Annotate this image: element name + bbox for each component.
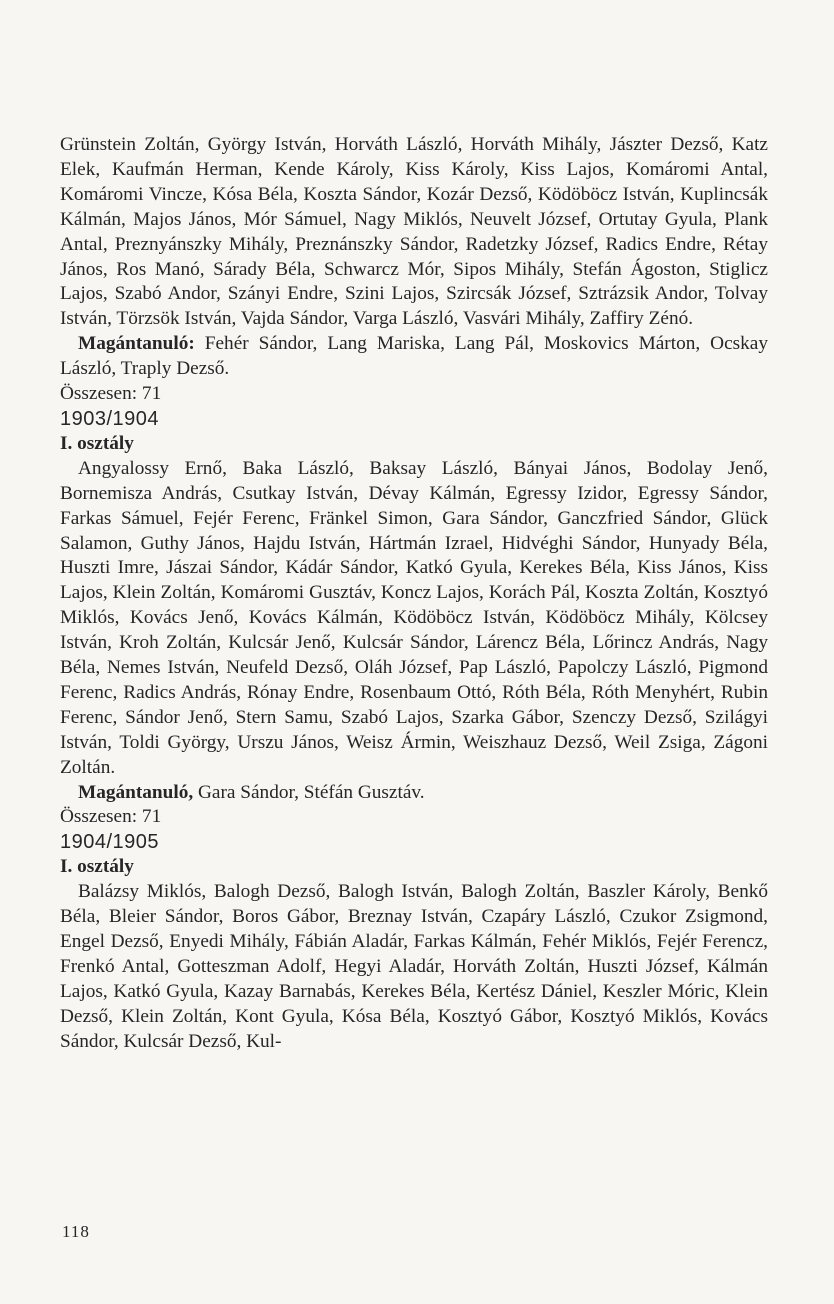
total-count: Összesen: 71 bbox=[60, 806, 162, 828]
private-students-names: Gara Sándor, Stéfán Gusztáv. bbox=[193, 781, 425, 803]
private-students-label: Magántanuló: bbox=[78, 333, 195, 355]
student-list-paragraph: Balázsy Miklós, Balogh Dezső, Balogh István, Balogh Zoltán, Baszler Károly, Benkő Béla, Bleier Sándor, Boros Gábor, Breznay István, Czapáry László, Czukor Zsigmond, Engel Dezső, Enyedi Mihály, Fábián Aladár, Farkas Kálmán, Fehér Miklós, Fejér Ferencz, Frenkó Antal, Gotteszman Adolf, Hegyi Aladár, Horváth Zoltán, Huszti József, Kálmán Lajos, Katkó Gyula, Kazay Barnabás, Kerekes Béla, Kertész Dániel, Keszler Móric, Klein Dezső, Klein Zoltán, Kont Gyula, Kósa Béla, Kosztyó Gábor, Kosztyó Miklós, Kovács Sándor, Kulcsár Dezső, Kul- bbox=[60, 881, 768, 1052]
page-content bbox=[60, 133, 768, 1055]
private-students-names: Fehér Sándor, Lang Mariska, Lang Pál, Moskovics Márton, Ocskay László, Traply Dezső. bbox=[60, 333, 768, 380]
year-heading: 1904/1905 bbox=[60, 831, 160, 854]
student-list-paragraph: Grünstein Zoltán, György István, Horváth László, Horváth Mihály, Jászter Dezső, Katz Elek, Kaufmán Herman, Kende Károly, Kiss Károly, Kiss Lajos, Komáromi Antal, Komáromi Vincze, Kósa Béla, Koszta Sándor, Kozár Dezső, Ködöböcz István, Kuplincsák Kálmán, Majos János, Mór Sámuel, Nagy Miklós, Neuvelt József, Ortutay Gyula, Plank Antal, Preznyánszky Mihály, Preznánszky Sándor, Radetzky József, Radics Endre, Rétay János, Ros Manó, Sárady Béla, Schwarcz Mór, Sipos Mihály, Stefán Ágoston, Stiglicz Lajos, Szabó Andor, Szányi Endre, Szini Lajos, Szircsák József, Sztrázsik Andor, Tolvay István, Törzsök István, Vajda Sándor, Varga László, Vasvári Mihály, Zaffiry Zénó. bbox=[60, 134, 768, 330]
student-list-paragraph: Angyalossy Ernő, Baka László, Baksay László, Bányai János, Bodolay Jenő, Bornemisza András, Csutkay István, Dévay Kálmán, Egressy Izidor, Egressy Sándor, Farkas Sámuel, Fejér Ferenc, Fränkel Simon, Gara Sándor, Ganczfried Sándor, Glück Salamon, Guthy János, Hajdu István, Hártmán Izrael, Hidvéghi Sándor, Hunyady Béla, Huszti Imre, Jászai Sándor, Kádár Sándor, Katkó Gyula, Kerekes Béla, Kiss János, Kiss Lajos, Klein Zoltán, Komáromi Gusztáv, Koncz Lajos, Korách Pál, Koszta Zoltán, Kosztyó Miklós, Kovács Jenő, Kovács Kálmán, Ködöböcz István, Ködöböcz Mihály, Kölcsey István, Kroh Zoltán, Kulcsár Jenő, Kulcsár Sándor, Lárencz Béla, Lőrincz András, Nagy Béla, Nemes István, Neufeld Dezső, Oláh József, Pap László, Papolczy László, Pigmond Ferenc, Radics András, Rónay Endre, Rosenbaum Ottó, Róth Béla, Róth Menyhért, Rubin Ferenc, Sándor Jenő, Stern Samu, Szabó Lajos, Szarka Gábor, Szenczy Dezső, Szilágyi István, Toldi György, Urszu János, Weisz Ármin, Weiszhauz Dezső, Weil Zsiga, Zágoni Zoltán. bbox=[60, 457, 768, 778]
class-heading: I. osztály bbox=[60, 856, 134, 878]
private-students-line bbox=[60, 781, 768, 806]
private-students-line bbox=[60, 332, 768, 382]
class-heading: I. osztály bbox=[60, 432, 134, 454]
year-heading: 1903/1904 bbox=[60, 407, 160, 430]
total-count: Összesen: 71 bbox=[60, 383, 162, 405]
private-students-label: Magántanuló, bbox=[78, 781, 194, 803]
page-number: 118 bbox=[62, 1222, 90, 1241]
